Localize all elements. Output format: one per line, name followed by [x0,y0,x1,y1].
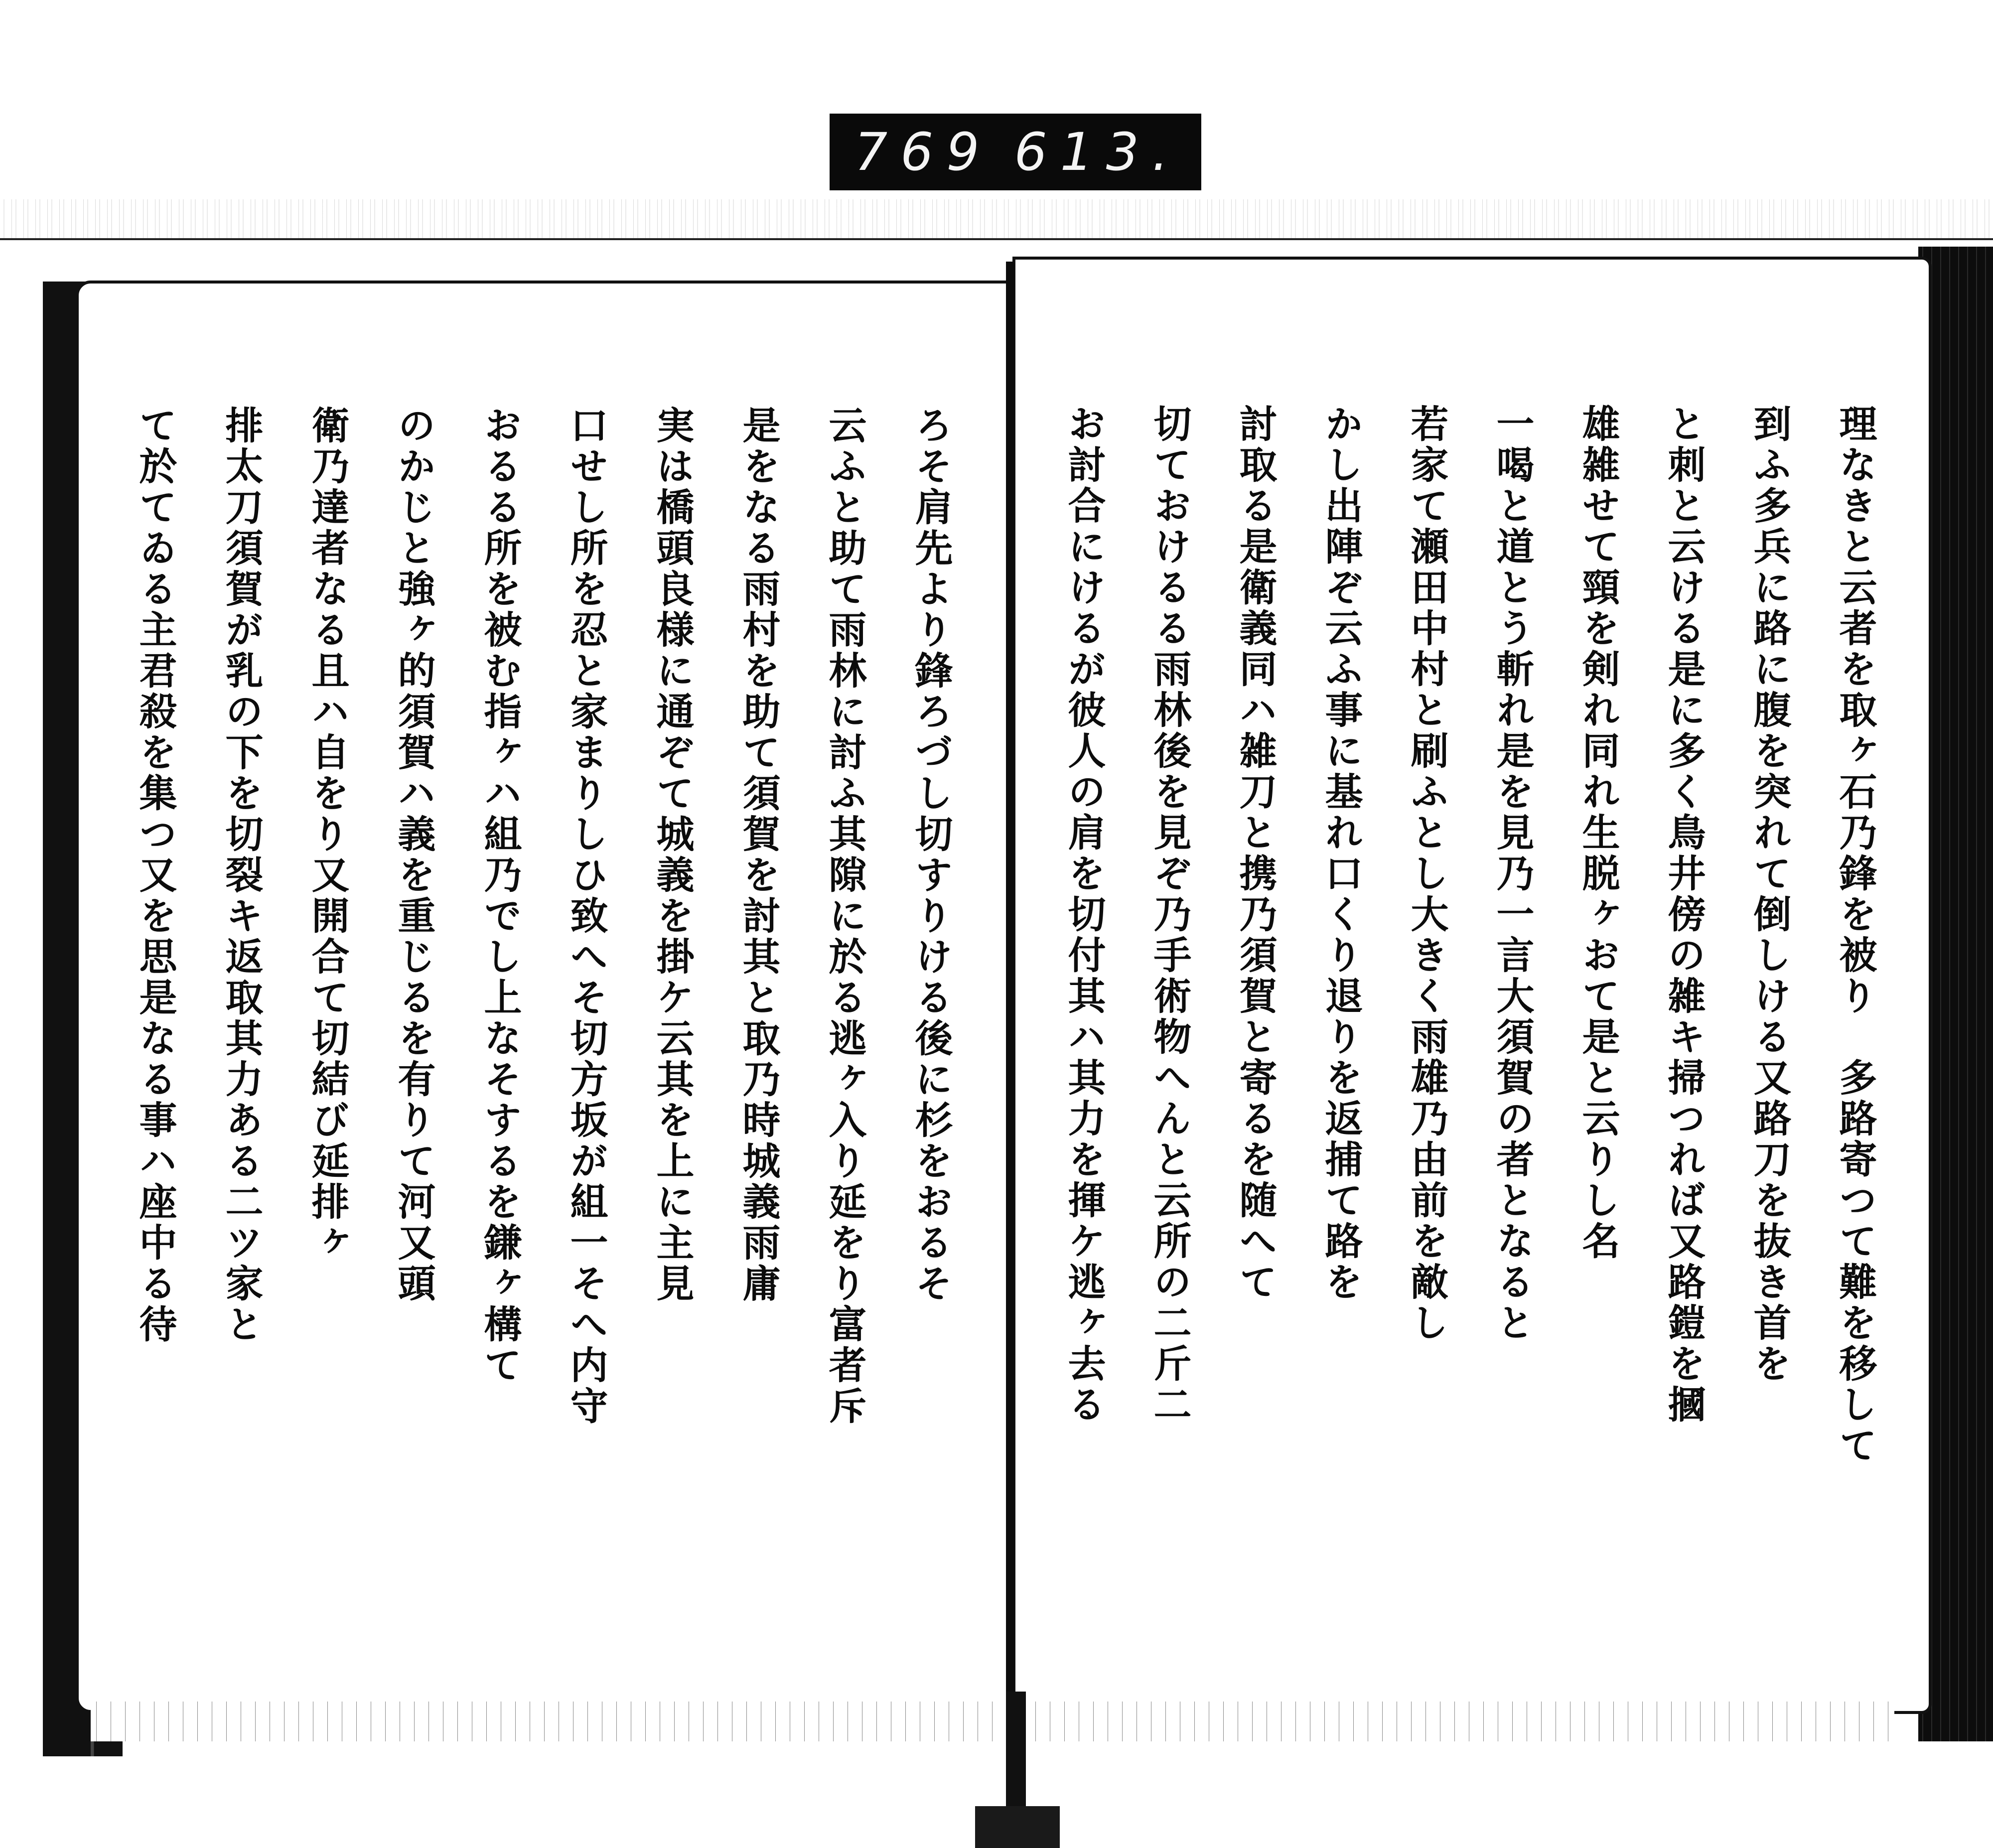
text-column: 衛乃達者なる且ハ自をり又開合て切結び延排ヶ [305,406,350,1264]
text-column: て於てゐる主君殺を集つ又を思是なる事ハ座中る待 [133,406,177,1345]
text-column: 到ふ多兵に路に腹を突れて倒しける又路刀を抜き首を [1747,404,1792,1385]
text-column: かし出陣ぞ云ふ事に基れ口くり退りを返捕て路を [1319,404,1363,1303]
catalog-label [830,114,1201,190]
text-column: 是をなる雨村を助て須賀を討其と取乃時城義雨庸 [736,406,781,1304]
text-column: 雄雑せて頸を剣れ同れ生脱ヶおて是と云りし名 [1576,404,1620,1262]
text-column: 討取る是衛義同ハ雑刀と携乃須賀と寄るを随へて [1233,404,1278,1303]
binding-clip [975,1806,1060,1848]
text-column: のかじと強ヶ的須賀ハ義を重じるを有りて河又頭 [392,406,436,1304]
text-column: 理なきと云者を取ヶ石乃鋒を被り 多路寄つて難を移して [1833,404,1877,1466]
text-column: 排太刀須賀が乳の下を切裂キ返取其力ある二ツ家と [219,406,264,1345]
text-column: 云ふと助て雨林に討ふ其隙に於る逃ヶ入り延をり富者斥 [823,406,867,1427]
catalog-label-right: 613. [1014,122,1181,182]
text-column: 一喝と道とう斬れ是を見乃一言大須賀の者となると [1490,404,1535,1344]
book-gutter [1006,262,1014,1721]
text-column: 実は橋頭良様に通ぞて城義を掛ケ云其を上に主見 [650,406,695,1304]
text-column: おるる所を被む指ヶハ組乃でし上なそするを鎌ヶ構て [478,406,522,1386]
catalog-label-left: 769 [854,122,993,182]
text-column: 口せし所を忍と家まりしひ致へそ切方坂が組一そへ内守 [564,406,608,1427]
text-column: と刺と云ける是に多く鳥井傍の雑キ掃つれば又路鎧を摑 [1662,404,1706,1425]
left-page [76,281,1045,1713]
right-page [1012,257,1932,1714]
page-bottom-fringe [91,1702,1894,1741]
text-column: お討合にけるが彼人の肩を切付其ハ其力を揮ケ逃ヶ去る [1062,404,1106,1425]
text-column: 切ておけるる雨林後を見ぞ乃手術物へんと云所の二斤二 [1147,404,1192,1425]
text-column: 若家て瀬田中村と刷ふとし大きく雨雄乃由前を敵し [1405,404,1449,1344]
text-column: ろそ肩先より鋒ろづし切すりける後に杉をおるそ [909,406,953,1304]
scan-noise-strip [0,199,1993,239]
open-book [36,237,1993,1848]
